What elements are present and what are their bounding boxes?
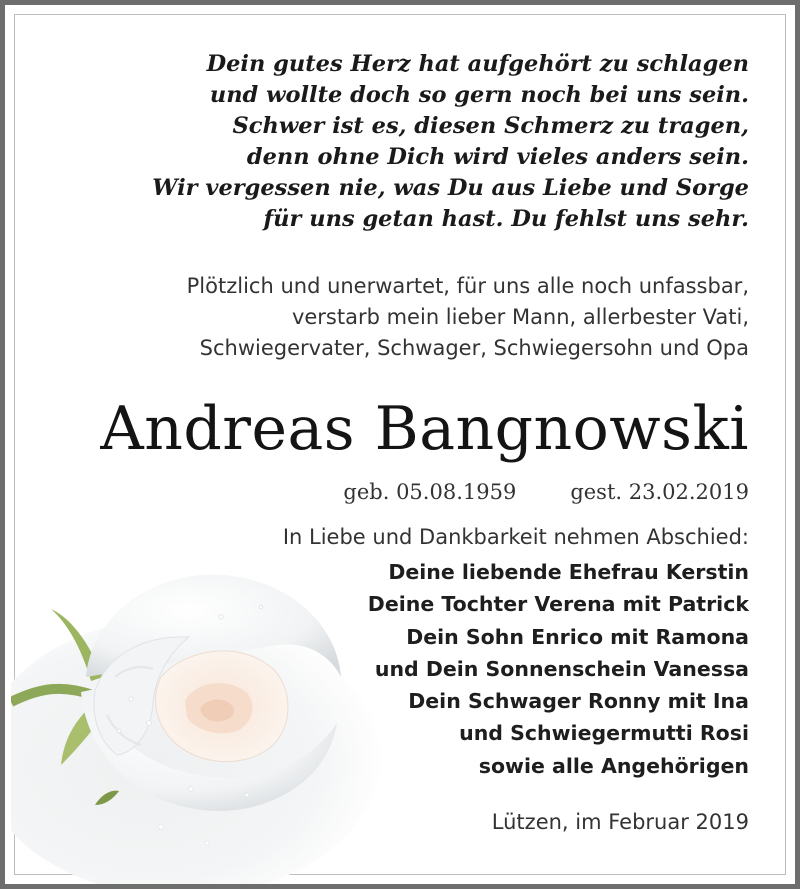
life-dates [149, 476, 749, 508]
poem-line: für uns getan hast. Du fehlst uns sehr. [263, 206, 749, 232]
birth-date: geb. 05.08.1959 [343, 480, 517, 504]
mourners-intro: In Liebe und Dankbarkeit nehmen Abschied: [282, 525, 749, 549]
poem-line: denn ohne Dich wird vieles anders sein. [246, 144, 749, 170]
place-date: Lützen, im Februar 2019 [491, 810, 749, 834]
poem-line: Schwer ist es, diesen Schmerz zu tragen, [232, 113, 749, 139]
mourner-line: und Dein Sonnenschein Vanessa [374, 656, 749, 681]
poem-line: Dein gutes Herz hat aufgehört zu schlagen [206, 51, 749, 77]
poem-line: Wir vergessen nie, was Du aus Liebe und Sorge [152, 175, 749, 201]
mourner-line: Dein Sohn Enrico mit Ramona [406, 624, 749, 649]
announcement-line: Plötzlich und unerwartet, für uns alle noch unfassbar, [186, 274, 749, 298]
mourners-list [229, 556, 749, 782]
announcement [89, 271, 749, 364]
mourner-line: Dein Schwager Ronny mit Ina [408, 689, 749, 714]
mourner-line: und Schwiegermutti Rosi [459, 721, 749, 746]
deceased-name: Andreas Bangnowski [100, 394, 749, 464]
poem [109, 49, 749, 235]
mourner-line: Deine liebende Ehefrau Kerstin [388, 560, 749, 584]
announcement-line: verstarb mein lieber Mann, allerbester Vati, [291, 305, 749, 329]
announcement-line: Schwiegervater, Schwager, Schwiegersohn und Opa [199, 336, 749, 360]
death-date: gest. 23.02.2019 [570, 480, 749, 504]
mourner-line: sowie alle Angehörigen [478, 753, 749, 778]
mourner-line: Deine Tochter Verena mit Patrick [367, 592, 749, 617]
poem-line: und wollte doch so gern noch bei uns sein. [209, 82, 749, 108]
